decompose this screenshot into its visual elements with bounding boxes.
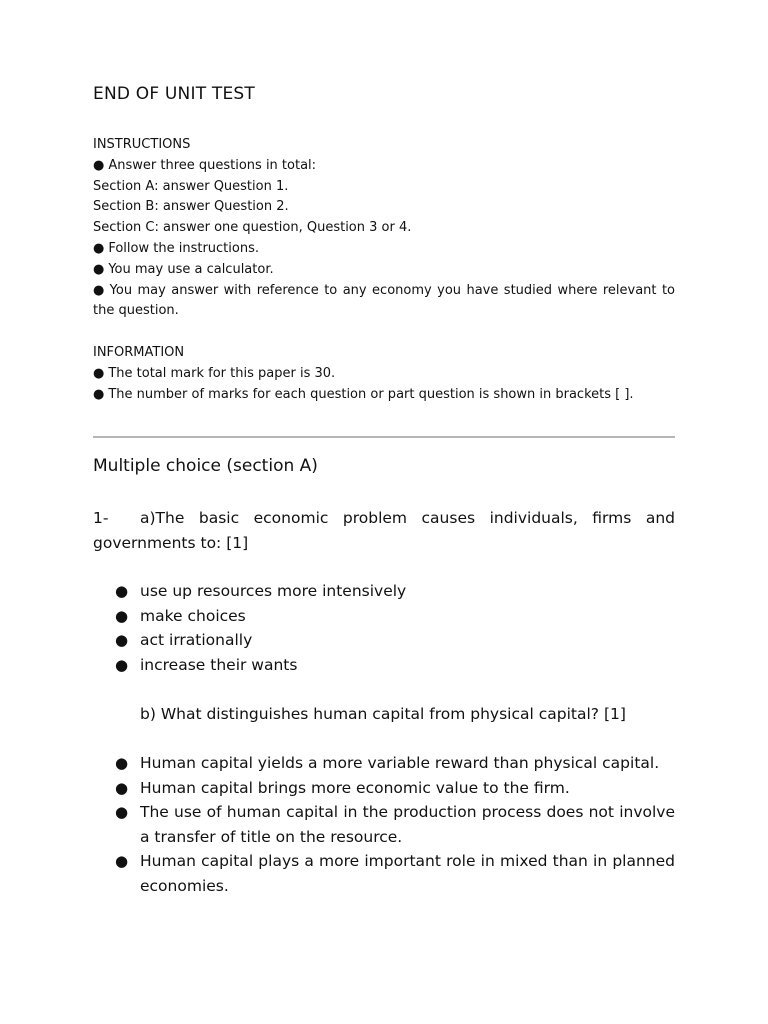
list-item: ● use up resources more intensively bbox=[115, 579, 675, 604]
instruction-section-c: Section C: answer one question, Question 3 or 4. bbox=[93, 220, 412, 236]
question-1b-options bbox=[115, 751, 675, 898]
list-item: ● increase their wants bbox=[115, 653, 675, 678]
question-1b-text: b) What distinguishes human capital from physical capital? [1] bbox=[140, 705, 626, 723]
bullet-icon: ● bbox=[93, 386, 105, 402]
bullet-icon: ● bbox=[115, 778, 129, 797]
information-item: ● The total mark for this paper is 30. bbox=[93, 365, 336, 381]
bullet-icon: ● bbox=[115, 852, 129, 870]
list-item: ● Human capital brings more economic value to the firm. bbox=[115, 776, 675, 801]
instruction-section-a: Section A: answer Question 1. bbox=[93, 178, 289, 194]
section-divider bbox=[93, 436, 675, 438]
question-number: 1- bbox=[93, 509, 109, 527]
information-heading: INFORMATION bbox=[93, 345, 185, 360]
instruction-section-b: Section B: answer Question 2. bbox=[93, 199, 289, 215]
information-item: ● The number of marks for each question or part question is shown in brackets [ ]. bbox=[93, 386, 634, 402]
question-1a-options bbox=[115, 579, 675, 677]
list-item: ● Human capital plays a more important role in mixed than in planned economies. bbox=[115, 849, 675, 898]
question-1a-text: a)The basic economic problem causes individuals, firms and governments to: [1] bbox=[93, 509, 675, 552]
bullet-icon: ● bbox=[115, 582, 129, 600]
question-1a bbox=[93, 506, 675, 555]
instructions-block bbox=[93, 135, 675, 322]
bullet-icon: ● bbox=[93, 261, 105, 277]
list-item: ● make choices bbox=[115, 604, 675, 629]
instructions-heading: INSTRUCTIONS bbox=[93, 137, 191, 152]
bullet-icon: ● bbox=[115, 606, 129, 625]
bullet-icon: ● bbox=[115, 631, 129, 649]
page-title: END OF UNIT TEST bbox=[93, 84, 255, 104]
bullet-icon: ● bbox=[93, 157, 105, 173]
bullet-icon: ● bbox=[93, 365, 105, 381]
bullet-icon: ● bbox=[115, 655, 129, 674]
list-item: ● Human capital yields a more variable reward than physical capital. bbox=[115, 751, 675, 776]
instruction-item: ● Follow the instructions. bbox=[93, 240, 259, 256]
bullet-icon: ● bbox=[93, 282, 106, 298]
bullet-icon: ● bbox=[93, 240, 105, 256]
section-a-title: Multiple choice (section A) bbox=[93, 456, 318, 476]
information-block bbox=[93, 343, 675, 405]
list-item: ● The use of human capital in the production process does not involve a transfer of title on the resource. bbox=[115, 800, 675, 849]
list-item: ● act irrationally bbox=[115, 628, 675, 653]
bullet-icon: ● bbox=[115, 803, 129, 821]
instruction-item: ● Answer three questions in total: bbox=[93, 157, 317, 173]
instruction-item: ● You may use a calculator. bbox=[93, 261, 274, 277]
instruction-item: ● You may answer with reference to any economy you have studied where relevant to the question. bbox=[93, 282, 675, 319]
bullet-icon: ● bbox=[115, 754, 129, 772]
